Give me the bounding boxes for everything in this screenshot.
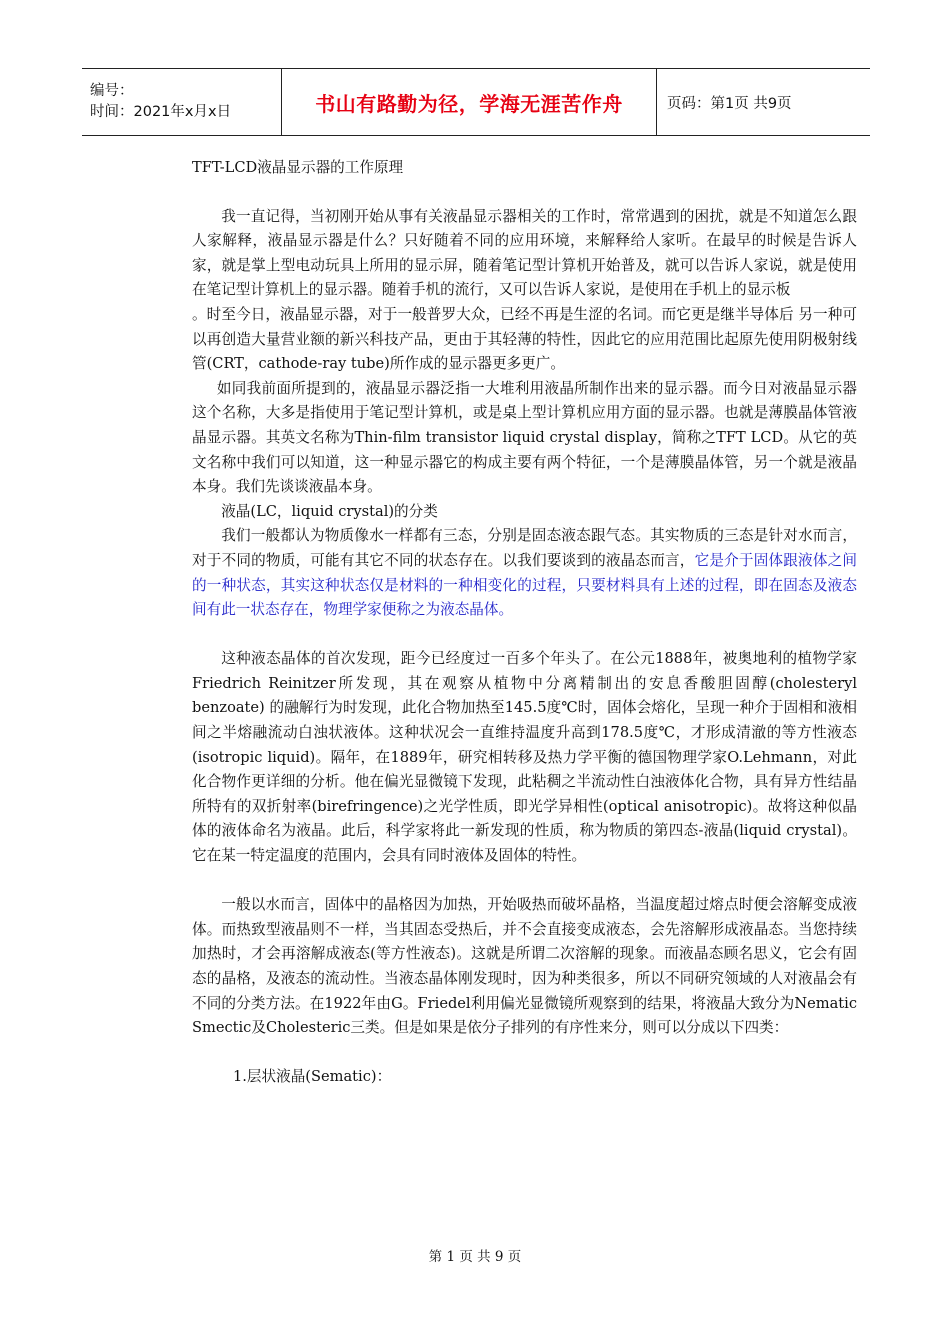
header-page-number: 页码：第1页 共9页 xyxy=(667,95,792,112)
document-time-label: 时间：2021年x月x日 xyxy=(90,104,232,120)
paragraph-3: 如同我前面所提到的，液晶显示器泛指一大堆利用液晶所制作出来的显示器。而今日对液晶显示器这个名称，大多是指使用于笔记型计算机，或是桌上型计算机应用方面的显示器。也就是薄膜晶体管液晶显示器。其英文名称为Thin-film transistor liquid crystal display，简称之TFT LCD。从它的英文名称中我们可以知道，这一种显示器它的构成主要有两个特征，一个是薄膜晶体管，另一个就是液晶本身。我们先谈谈液晶本身。 xyxy=(192,379,857,496)
document-body xyxy=(192,156,857,1090)
section-heading: 液晶(LC，liquid crystal)的分类 xyxy=(221,502,438,520)
paragraph-4 xyxy=(192,524,857,622)
paragraph-4-text: 我们一般都认为物质像水一样都有三态，分别是固态液态跟气态。其实物质的三态是针对水而言，对于不同的物质，可能有其它不同的状态存在。以我们要谈到的液晶态而言， xyxy=(192,527,857,569)
header-left-cell xyxy=(82,69,282,135)
paragraph-2: 。时至今日，液晶显示器，对于一般普罗大众，已经不再是生涩的名词。而它更是继半导体后 另一种可以再创造大量营业额的新兴科技产品，更由于其轻薄的特性，因此它的应用范围比起原先使用阴极射线管(CRT，cathode-ray tube)所作成的显示器更多更广。 xyxy=(192,305,857,373)
header-motto-cell xyxy=(282,69,657,135)
list-item-1: 1.层状液晶(Sematic)： xyxy=(233,1068,392,1086)
paragraph-spacer xyxy=(192,1041,857,1066)
paragraph-5: 这种液态晶体的首次发现，距今已经度过一百多个年头了。在公元1888年，被奥地利的植物学家Friedrich Reinitzer所发现，其在观察从植物中分离精制出的安息香酸胆固醇(cholesteryl benzoate) 的融解行为时发现，此化合物加热至145.5度℃时，固体会熔化，呈现一种介于固相和液相间之半熔融流动白浊状液体。这种状况会一直维持温度升高到178.5度℃，才形成清澈的等方性液态(isotropic liquid)。隔年，在1889年，研究相转移及热力学平衡的德国物理学家O.Lehmann，对此化合物作更详细的分析。他在偏光显微镜下发现，此粘稠之半流动性白浊液体化合物，具有异方性结晶所特有的双折射率(birefringence)之光学性质，即光学异相性(optical anisotropic)。故将这种似晶体的液体命名为液晶。此后，科学家将此一新发现的性质，称为物质的第四态-液晶(liquid crystal)。它在某一特定温度的范围内，会具有同时液体及固体的特性。 xyxy=(192,650,857,865)
paragraph-spacer xyxy=(192,869,857,894)
paragraph-1: 我一直记得，当初刚开始从事有关液晶显示器相关的工作时，常常遇到的困扰，就是不知道怎么跟人家解释，液晶显示器是什么？只好随着不同的应用环境，来解释给人家听。在最早的时候是告诉人家，就是掌上型电动玩具上所用的显示屏，随着笔记型计算机开始普及，就可以告诉人家说，就是使用在笔记型计算机上的显示器。随着手机的流行，又可以告诉人家说，是使用在手机上的显示板 xyxy=(192,207,857,299)
paragraph-6: 一般以水而言，固体中的晶格因为加热，开始吸热而破坏晶格，当温度超过熔点时便会溶解变成液体。而热致型液晶则不一样，当其固态受热后，并不会直接变成液态，会先溶解形成液晶态。当您持续加热时，才会再溶解成液态(等方性液态)。这就是所谓二次溶解的现象。而液晶态顾名思义，它会有固态的晶格，及液态的流动性。当液态晶体刚发现时，因为种类很多，所以不同研究领域的人对液晶会有不同的分类方法。在1922年由G。Friedel利用偏光显微镜所观察到的结果，将液晶大致分为Nematic Smectic及Cholesteric三类。但是如果是依分子排列的有序性来分，则可以分成以下四类： xyxy=(192,896,857,1037)
paragraph-spacer xyxy=(192,623,857,648)
page-footer: 第 1 页 共 9 页 xyxy=(428,1249,522,1265)
document-number-label: 编号： xyxy=(90,83,134,99)
paragraph-4-highlight: 它是介于固体跟液体之间的一种状态，其实这种状态仅是材料的一种相变化的过程，只要材料具有上述的过程，即在固态及液态间有此一状态存在，物理学家便称之为液态晶体。 xyxy=(192,551,857,619)
header-table xyxy=(82,68,870,136)
header-page-cell xyxy=(657,69,870,135)
document-title: TFT-LCD液晶显示器的工作原理 xyxy=(192,159,404,176)
header-motto: 书山有路勤为径，学海无涯苦作舟 xyxy=(315,91,623,116)
